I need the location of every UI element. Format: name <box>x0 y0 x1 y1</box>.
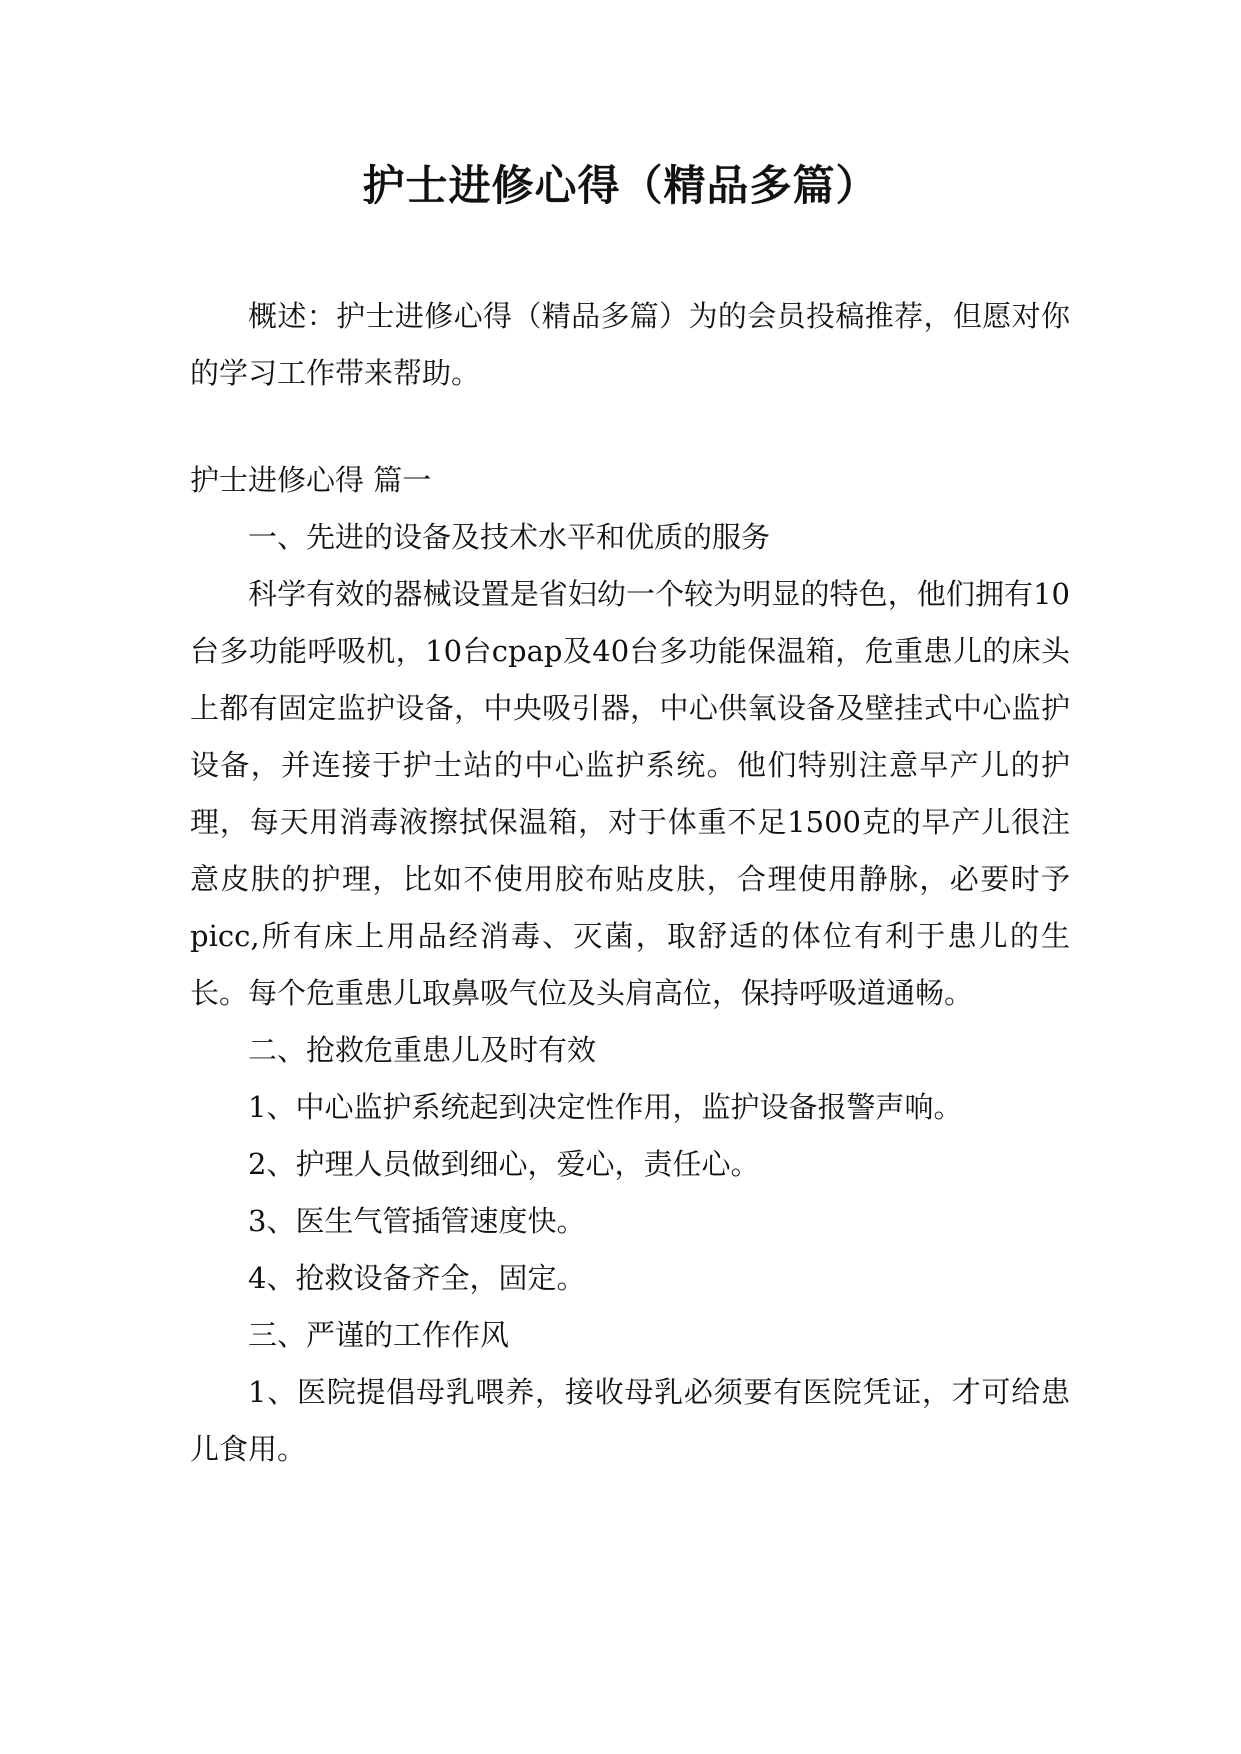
document-title: 护士进修心得（精品多篇） <box>362 161 879 210</box>
spacer <box>190 402 1070 452</box>
section-heading: 护士进修心得 篇一 <box>190 463 432 497</box>
document-body <box>190 288 1070 1478</box>
body-paragraph-1: 科学有效的器械设置是省妇幼一个较为明显的特色，他们拥有10台多功能呼吸机，10台cpap及40台多功能保温箱，危重患儿的床头上都有固定监护设备，中央吸引器，中心供氧设备及壁挂式中心监护设备，并连接于护士站的中心监护系统。他们特别注意早产儿的护理，每天用消毒液擦拭保温箱，对于体重不足1500克的早产儿很注意皮肤的护理，比如不使用胶布贴皮肤，合理使用静脉，必要时予picc,所有床上用品经消毒、灭菌，取舒适的体位有利于患儿的生长。每个危重患儿取鼻吸气位及头肩高位，保持呼吸道通畅。 <box>190 577 1070 1010</box>
subheading-1: 一、先进的设备及技术水平和优质的服务 <box>248 520 771 554</box>
summary-paragraph: 概述：护士进修心得（精品多篇）为的会员投稿推荐，但愿对你的学习工作带来帮助。 <box>190 299 1070 390</box>
list-item: 1、医院提倡母乳喂养，接收母乳必须要有医院凭证，才可给患儿食用。 <box>190 1375 1070 1466</box>
list-item: 2、护理人员做到细心，爱心，责任心。 <box>248 1147 760 1181</box>
list-item: 3、医生气管插管速度快。 <box>248 1204 586 1238</box>
subheading-2: 二、抢救危重患儿及时有效 <box>248 1033 597 1067</box>
list-item: 4、抢救设备齐全，固定。 <box>248 1261 586 1295</box>
subheading-3: 三、严谨的工作作风 <box>248 1318 510 1352</box>
list-item: 1、中心监护系统起到决定性作用，监护设备报警声响。 <box>248 1090 963 1124</box>
